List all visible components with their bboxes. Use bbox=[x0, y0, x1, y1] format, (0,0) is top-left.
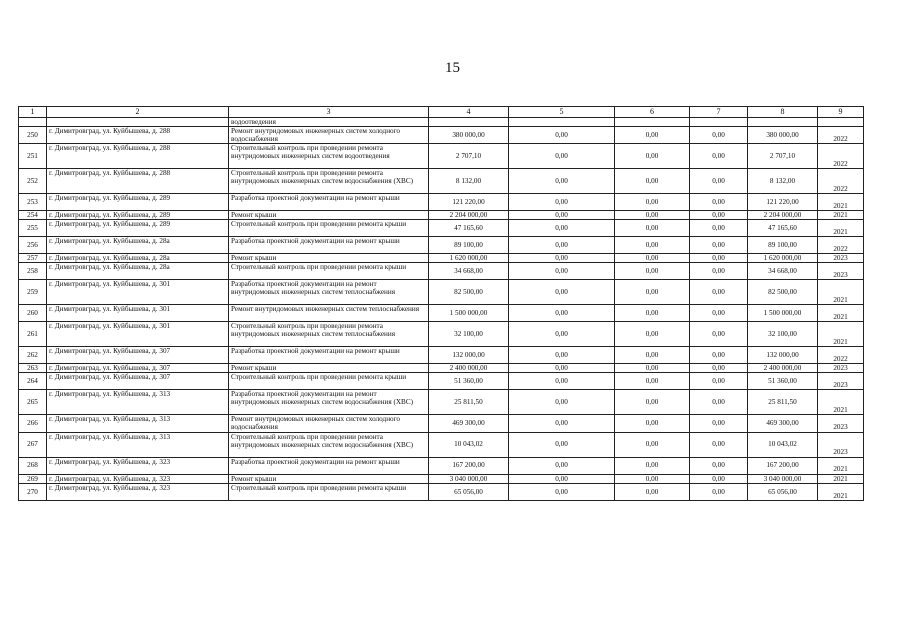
work-type-cell: Строительный контроль при проведении ремонта крыши bbox=[229, 263, 429, 280]
owners-funds-cell: 3 040 000,00 bbox=[748, 474, 818, 483]
year-cell: 2021 bbox=[818, 220, 864, 237]
table-row bbox=[19, 474, 864, 483]
local-budget-cell: 0,00 bbox=[690, 263, 748, 280]
owners-funds-cell: 380 000,00 bbox=[748, 127, 818, 144]
year-cell: 2021 bbox=[818, 483, 864, 500]
address-cell: г. Димитровград, ул. Куйбышева, д. 28а bbox=[47, 254, 229, 263]
repair-schedule-table bbox=[18, 106, 864, 501]
row-number-cell: 254 bbox=[19, 211, 47, 220]
fund-cell: 0,00 bbox=[509, 169, 615, 194]
owners-funds-cell: 8 132,00 bbox=[748, 169, 818, 194]
year-cell: 2022 bbox=[818, 237, 864, 254]
local-budget-cell: 0,00 bbox=[690, 364, 748, 373]
table-row bbox=[19, 457, 864, 474]
owners-funds-cell: 2 400 000,00 bbox=[748, 364, 818, 373]
owners-funds-cell: 1 500 000,00 bbox=[748, 305, 818, 322]
work-type-cell: Разработка проектной документации на ремонт внутридомовых инженерных систем теплоснабжения bbox=[229, 280, 429, 305]
address-cell: г. Димитровград, ул. Куйбышева, д. 313 bbox=[47, 390, 229, 415]
work-type-cell: Разработка проектной документации на ремонт крыши bbox=[229, 237, 429, 254]
table-row bbox=[19, 211, 864, 220]
address-cell: г. Димитровград, ул. Куйбышева, д. 289 bbox=[47, 220, 229, 237]
total-cost-cell: 380 000,00 bbox=[429, 127, 509, 144]
year-cell: 2022 bbox=[818, 347, 864, 364]
header-cell: 9 bbox=[818, 107, 864, 118]
work-type-cell: Ремонт крыши bbox=[229, 474, 429, 483]
total-cost-cell: 469 300,00 bbox=[429, 415, 509, 432]
total-cost-cell: 121 220,00 bbox=[429, 194, 509, 211]
work-type-cell: Разработка проектной документации на ремонт внутридомовых инженерных систем водоснабжения (ХВС) bbox=[229, 390, 429, 415]
fund-cell: 0,00 bbox=[509, 364, 615, 373]
table-row bbox=[19, 364, 864, 373]
table-row bbox=[19, 127, 864, 144]
table-row bbox=[19, 347, 864, 364]
address-cell: г. Димитровград, ул. Куйбышева, д. 307 bbox=[47, 373, 229, 390]
fund-cell: 0,00 bbox=[509, 254, 615, 263]
row-number-cell: 259 bbox=[19, 280, 47, 305]
row-number-cell: 266 bbox=[19, 415, 47, 432]
table-row bbox=[19, 220, 864, 237]
table-row bbox=[19, 373, 864, 390]
local-budget-cell: 0,00 bbox=[690, 347, 748, 364]
work-type-cell: Строительный контроль при проведении ремонта внутридомовых инженерных систем водоотведения bbox=[229, 144, 429, 169]
header-cell: 3 bbox=[229, 107, 429, 118]
row-number-cell: 256 bbox=[19, 237, 47, 254]
row-number-cell: 265 bbox=[19, 390, 47, 415]
fund-cell: 0,00 bbox=[509, 347, 615, 364]
year-cell: 2022 bbox=[818, 127, 864, 144]
local-budget-cell: 0,00 bbox=[690, 474, 748, 483]
local-budget-cell: 0,00 bbox=[690, 169, 748, 194]
regional-budget-cell: 0,00 bbox=[615, 194, 690, 211]
row-number-cell: 262 bbox=[19, 347, 47, 364]
header-cell: 5 bbox=[509, 107, 615, 118]
year-cell: 2022 bbox=[818, 144, 864, 169]
address-cell: г. Димитровград, ул. Куйбышева, д. 307 bbox=[47, 347, 229, 364]
total-cost-cell: 89 100,00 bbox=[429, 237, 509, 254]
work-type-cell: Строительный контроль при проведении ремонта крыши bbox=[229, 373, 429, 390]
table-row bbox=[19, 194, 864, 211]
regional-budget-cell: 0,00 bbox=[615, 373, 690, 390]
address-cell: г. Димитровград, ул. Куйбышева, д. 313 bbox=[47, 415, 229, 432]
local-budget-cell: 0,00 bbox=[690, 280, 748, 305]
work-type-cell: Ремонт внутридомовых инженерных систем холодного водоснабжения bbox=[229, 127, 429, 144]
work-type-cell: Разработка проектной документации на ремонт крыши bbox=[229, 347, 429, 364]
year-cell: 2023 bbox=[818, 432, 864, 457]
year-cell: 2021 bbox=[818, 280, 864, 305]
address-cell: г. Димитровград, ул. Куйбышева, д. 288 bbox=[47, 127, 229, 144]
row-number-cell: 250 bbox=[19, 127, 47, 144]
fund-cell: 0,00 bbox=[509, 211, 615, 220]
owners-funds-cell: 82 500,00 bbox=[748, 280, 818, 305]
header-cell: 2 bbox=[47, 107, 229, 118]
continuation-row bbox=[19, 118, 864, 127]
year-cell: 2021 bbox=[818, 194, 864, 211]
local-budget-cell: 0,00 bbox=[690, 322, 748, 347]
fund-cell: 0,00 bbox=[509, 237, 615, 254]
local-budget-cell: 0,00 bbox=[690, 415, 748, 432]
regional-budget-cell: 0,00 bbox=[615, 254, 690, 263]
regional-budget-cell: 0,00 bbox=[615, 474, 690, 483]
work-type-cell: Строительный контроль при проведении ремонта крыши bbox=[229, 483, 429, 500]
total-cost-cell: 32 100,00 bbox=[429, 322, 509, 347]
regional-budget-cell: 0,00 bbox=[615, 169, 690, 194]
address-cell: г. Димитровград, ул. Куйбышева, д. 288 bbox=[47, 144, 229, 169]
owners-funds-cell: 65 056,00 bbox=[748, 483, 818, 500]
address-cell: г. Димитровград, ул. Куйбышева, д. 323 bbox=[47, 457, 229, 474]
fund-cell: 0,00 bbox=[509, 322, 615, 347]
row-number-cell: 270 bbox=[19, 483, 47, 500]
address-cell: г. Димитровград, ул. Куйбышева, д. 28а bbox=[47, 263, 229, 280]
regional-budget-cell: 0,00 bbox=[615, 483, 690, 500]
address-cell: г. Димитровград, ул. Куйбышева, д. 301 bbox=[47, 305, 229, 322]
row-number-cell: 269 bbox=[19, 474, 47, 483]
owners-funds-cell: 2 707,10 bbox=[748, 144, 818, 169]
work-type-cell: Разработка проектной документации на ремонт крыши bbox=[229, 194, 429, 211]
year-cell: 2021 bbox=[818, 474, 864, 483]
work-type-cell: Строительный контроль при проведении ремонта внутридомовых инженерных систем водоснабжения (ХВС) bbox=[229, 169, 429, 194]
regional-budget-cell: 0,00 bbox=[615, 237, 690, 254]
regional-budget-cell: 0,00 bbox=[615, 415, 690, 432]
owners-funds-cell: 167 200,00 bbox=[748, 457, 818, 474]
address-cell: г. Димитровград, ул. Куйбышева, д. 301 bbox=[47, 280, 229, 305]
regional-budget-cell: 0,00 bbox=[615, 211, 690, 220]
fund-cell: 0,00 bbox=[509, 127, 615, 144]
page-number: 15 bbox=[445, 60, 460, 76]
regional-budget-cell: 0,00 bbox=[615, 322, 690, 347]
work-type-cell: Ремонт крыши bbox=[229, 211, 429, 220]
work-type-cell: Ремонт крыши bbox=[229, 254, 429, 263]
year-cell: 2023 bbox=[818, 263, 864, 280]
owners-funds-cell: 469 300,00 bbox=[748, 415, 818, 432]
table-row bbox=[19, 415, 864, 432]
fund-cell: 0,00 bbox=[509, 144, 615, 169]
owners-funds-cell: 34 668,00 bbox=[748, 263, 818, 280]
table-row bbox=[19, 390, 864, 415]
local-budget-cell: 0,00 bbox=[690, 237, 748, 254]
total-cost-cell: 1 500 000,00 bbox=[429, 305, 509, 322]
address-cell: г. Димитровград, ул. Куйбышева, д. 289 bbox=[47, 194, 229, 211]
total-cost-cell: 1 620 000,00 bbox=[429, 254, 509, 263]
work-type-cell: Строительный контроль при проведении ремонта крыши bbox=[229, 220, 429, 237]
row-number-cell: 261 bbox=[19, 322, 47, 347]
row-number-cell: 263 bbox=[19, 364, 47, 373]
fund-cell: 0,00 bbox=[509, 474, 615, 483]
total-cost-cell: 8 132,00 bbox=[429, 169, 509, 194]
table-row bbox=[19, 305, 864, 322]
year-cell: 2023 bbox=[818, 364, 864, 373]
owners-funds-cell: 2 204 000,00 bbox=[748, 211, 818, 220]
total-cost-cell: 2 400 000,00 bbox=[429, 364, 509, 373]
total-cost-cell: 10 043,02 bbox=[429, 432, 509, 457]
fund-cell: 0,00 bbox=[509, 457, 615, 474]
local-budget-cell: 0,00 bbox=[690, 220, 748, 237]
table-row bbox=[19, 254, 864, 263]
owners-funds-cell: 121 220,00 bbox=[748, 194, 818, 211]
row-number-cell: 258 bbox=[19, 263, 47, 280]
work-cell: водоотведения bbox=[229, 118, 429, 127]
local-budget-cell: 0,00 bbox=[690, 254, 748, 263]
address-cell: г. Димитровград, ул. Куйбышева, д. 301 bbox=[47, 322, 229, 347]
regional-budget-cell: 0,00 bbox=[615, 390, 690, 415]
fund-cell: 0,00 bbox=[509, 280, 615, 305]
year-cell: 2021 bbox=[818, 457, 864, 474]
table-row bbox=[19, 483, 864, 500]
year-cell: 2021 bbox=[818, 305, 864, 322]
row-number-cell: 260 bbox=[19, 305, 47, 322]
address-cell: г. Димитровград, ул. Куйбышева, д. 313 bbox=[47, 432, 229, 457]
row-number-cell: 268 bbox=[19, 457, 47, 474]
owners-funds-cell: 32 100,00 bbox=[748, 322, 818, 347]
local-budget-cell: 0,00 bbox=[690, 390, 748, 415]
address-cell: г. Димитровград, ул. Куйбышева, д. 289 bbox=[47, 211, 229, 220]
total-cost-cell: 3 040 000,00 bbox=[429, 474, 509, 483]
year-cell: 2023 bbox=[818, 254, 864, 263]
fund-cell: 0,00 bbox=[509, 263, 615, 280]
address-cell: г. Димитровград, ул. Куйбышева, д. 307 bbox=[47, 364, 229, 373]
fund-cell: 0,00 bbox=[509, 220, 615, 237]
local-budget-cell: 0,00 bbox=[690, 194, 748, 211]
regional-budget-cell: 0,00 bbox=[615, 127, 690, 144]
table-row bbox=[19, 280, 864, 305]
regional-budget-cell: 0,00 bbox=[615, 457, 690, 474]
row-number-cell: 251 bbox=[19, 144, 47, 169]
owners-funds-cell: 10 043,02 bbox=[748, 432, 818, 457]
total-cost-cell: 51 360,00 bbox=[429, 373, 509, 390]
year-cell: 2023 bbox=[818, 373, 864, 390]
work-type-cell: Строительный контроль при проведении ремонта внутридомовых инженерных систем водоснабжения (ХВС) bbox=[229, 432, 429, 457]
regional-budget-cell: 0,00 bbox=[615, 432, 690, 457]
owners-funds-cell: 51 360,00 bbox=[748, 373, 818, 390]
owners-funds-cell: 1 620 000,00 bbox=[748, 254, 818, 263]
total-cost-cell: 132 000,00 bbox=[429, 347, 509, 364]
year-cell: 2022 bbox=[818, 169, 864, 194]
row-number-cell: 252 bbox=[19, 169, 47, 194]
work-type-cell: Ремонт внутридомовых инженерных систем теплоснабжения bbox=[229, 305, 429, 322]
header-cell: 6 bbox=[615, 107, 690, 118]
table-row bbox=[19, 322, 864, 347]
owners-funds-cell: 132 000,00 bbox=[748, 347, 818, 364]
regional-budget-cell: 0,00 bbox=[615, 347, 690, 364]
local-budget-cell: 0,00 bbox=[690, 211, 748, 220]
regional-budget-cell: 0,00 bbox=[615, 220, 690, 237]
year-cell: 2021 bbox=[818, 390, 864, 415]
total-cost-cell: 34 668,00 bbox=[429, 263, 509, 280]
header-row bbox=[19, 107, 864, 118]
total-cost-cell: 167 200,00 bbox=[429, 457, 509, 474]
fund-cell: 0,00 bbox=[509, 390, 615, 415]
fund-cell: 0,00 bbox=[509, 194, 615, 211]
work-type-cell: Ремонт внутридомовых инженерных систем холодного водоснабжения bbox=[229, 415, 429, 432]
year-cell: 2023 bbox=[818, 415, 864, 432]
local-budget-cell: 0,00 bbox=[690, 457, 748, 474]
regional-budget-cell: 0,00 bbox=[615, 144, 690, 169]
header-cell: 4 bbox=[429, 107, 509, 118]
total-cost-cell: 47 165,60 bbox=[429, 220, 509, 237]
local-budget-cell: 0,00 bbox=[690, 127, 748, 144]
table-row bbox=[19, 144, 864, 169]
table-row bbox=[19, 263, 864, 280]
address-cell: г. Димитровград, ул. Куйбышева, д. 323 bbox=[47, 474, 229, 483]
local-budget-cell: 0,00 bbox=[690, 305, 748, 322]
work-type-cell: Разработка проектной документации на ремонт крыши bbox=[229, 457, 429, 474]
year-cell: 2021 bbox=[818, 322, 864, 347]
owners-funds-cell: 25 811,50 bbox=[748, 390, 818, 415]
address-cell: г. Димитровград, ул. Куйбышева, д. 288 bbox=[47, 169, 229, 194]
row-number-cell: 255 bbox=[19, 220, 47, 237]
owners-funds-cell: 47 165,60 bbox=[748, 220, 818, 237]
total-cost-cell: 2 204 000,00 bbox=[429, 211, 509, 220]
table-row bbox=[19, 432, 864, 457]
row-number-cell: 267 bbox=[19, 432, 47, 457]
row-number-cell: 264 bbox=[19, 373, 47, 390]
work-type-cell: Ремонт крыши bbox=[229, 364, 429, 373]
address-cell: г. Димитровград, ул. Куйбышева, д. 28а bbox=[47, 237, 229, 254]
regional-budget-cell: 0,00 bbox=[615, 364, 690, 373]
regional-budget-cell: 0,00 bbox=[615, 305, 690, 322]
header-cell: 1 bbox=[19, 107, 47, 118]
table-row bbox=[19, 169, 864, 194]
total-cost-cell: 82 500,00 bbox=[429, 280, 509, 305]
local-budget-cell: 0,00 bbox=[690, 144, 748, 169]
row-number-cell: 253 bbox=[19, 194, 47, 211]
work-type-cell: Строительный контроль при проведении ремонта внутридомовых инженерных систем теплоснабжения bbox=[229, 322, 429, 347]
fund-cell: 0,00 bbox=[509, 305, 615, 322]
total-cost-cell: 65 056,00 bbox=[429, 483, 509, 500]
fund-cell: 0,00 bbox=[509, 483, 615, 500]
local-budget-cell: 0,00 bbox=[690, 432, 748, 457]
regional-budget-cell: 0,00 bbox=[615, 280, 690, 305]
fund-cell: 0,00 bbox=[509, 432, 615, 457]
local-budget-cell: 0,00 bbox=[690, 373, 748, 390]
total-cost-cell: 2 707,10 bbox=[429, 144, 509, 169]
total-cost-cell: 25 811,50 bbox=[429, 390, 509, 415]
local-budget-cell: 0,00 bbox=[690, 483, 748, 500]
fund-cell: 0,00 bbox=[509, 373, 615, 390]
year-cell: 2021 bbox=[818, 211, 864, 220]
header-cell: 7 bbox=[690, 107, 748, 118]
address-cell: г. Димитровград, ул. Куйбышева, д. 323 bbox=[47, 483, 229, 500]
owners-funds-cell: 89 100,00 bbox=[748, 237, 818, 254]
fund-cell: 0,00 bbox=[509, 415, 615, 432]
header-cell: 8 bbox=[748, 107, 818, 118]
row-number-cell: 257 bbox=[19, 254, 47, 263]
regional-budget-cell: 0,00 bbox=[615, 263, 690, 280]
table-row bbox=[19, 237, 864, 254]
